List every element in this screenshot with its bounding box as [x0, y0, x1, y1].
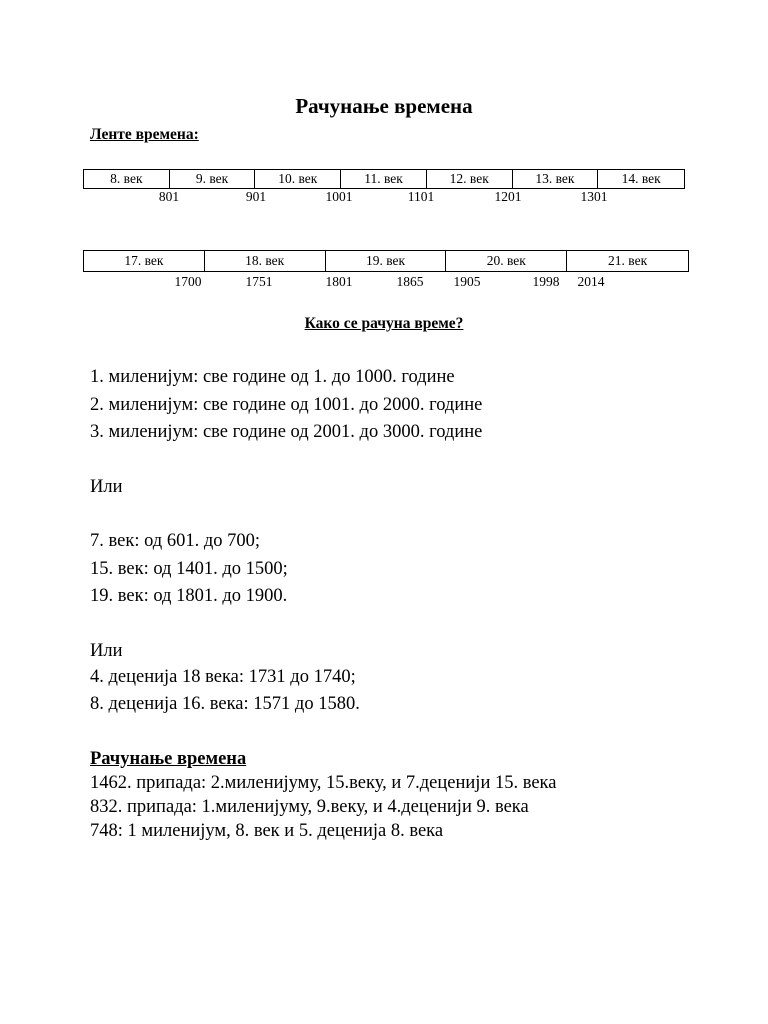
- timeline-year: 1301: [580, 189, 608, 204]
- millennium-line: 3. миленијум: све године од 2001. до 3000. године: [90, 422, 483, 442]
- century-cell: 12. век: [427, 170, 513, 188]
- millennium-line: 1. миленијум: све године од 1. до 1000. године: [90, 367, 455, 387]
- timeline-year: 901: [245, 189, 267, 204]
- page-title: Рачунање времена: [295, 94, 473, 118]
- century-example-line: 7. век: од 601. до 700;: [90, 531, 261, 551]
- century-cell: 17. век: [84, 251, 205, 271]
- timeline-year: 801: [158, 189, 180, 204]
- timeline-year: 1801: [325, 274, 353, 289]
- timelines-heading: Ленте времена:: [90, 126, 199, 143]
- timeline-year: 1001: [325, 189, 353, 204]
- decade-example-line: 4. деценија 18 века: 1731 до 1740;: [90, 667, 356, 687]
- century-cell: 11. век: [341, 170, 427, 188]
- timeline-year: 1101: [407, 189, 435, 204]
- century-cell: 18. век: [205, 251, 326, 271]
- century-cell: 19. век: [326, 251, 447, 271]
- century-cell: 13. век: [513, 170, 599, 188]
- decade-example-line: 8. деценија 16. века: 1571 до 1580.: [90, 694, 360, 714]
- calculation-example-line: 748: 1 миленијум, 8. век и 5. деценија 8. века: [90, 821, 444, 841]
- timeline-year: 1751: [245, 274, 273, 289]
- calculation-heading: Рачунање времена: [90, 749, 247, 769]
- century-cell: 21. век: [608, 253, 648, 268]
- century-cell: 10. век: [255, 170, 341, 188]
- or-separator: Или: [90, 641, 123, 661]
- timeline-year: 2014: [577, 274, 605, 289]
- calculation-example-line: 832. припада: 1.миленијуму, 9.веку, и 4.деценији 9. века: [90, 797, 529, 817]
- timeline-year: 1865: [396, 274, 424, 289]
- timeline-table-2: [83, 250, 689, 272]
- century-example-line: 15. век: од 1401. до 1500;: [90, 559, 288, 579]
- millennium-line: 2. миленијум: све године од 1001. до 2000. године: [90, 395, 483, 415]
- century-cell: 14. век: [621, 171, 661, 186]
- or-separator: Или: [90, 477, 123, 497]
- timeline-year: 1998: [532, 274, 560, 289]
- timeline-year: 1700: [174, 274, 202, 289]
- century-cell: 8. век: [84, 170, 170, 188]
- calculation-example-line: 1462. припада: 2.миленијуму, 15.веку, и 7.деценији 15. века: [90, 773, 557, 793]
- timeline-table-1: [83, 169, 685, 189]
- century-cell: 20. век: [446, 251, 567, 271]
- century-cell: 9. век: [170, 170, 256, 188]
- timeline-year: 1905: [453, 274, 481, 289]
- timeline-year: 1201: [494, 189, 522, 204]
- how-to-count-heading: Како се рачуна време?: [304, 315, 464, 332]
- century-example-line: 19. век: од 1801. до 1900.: [90, 586, 288, 606]
